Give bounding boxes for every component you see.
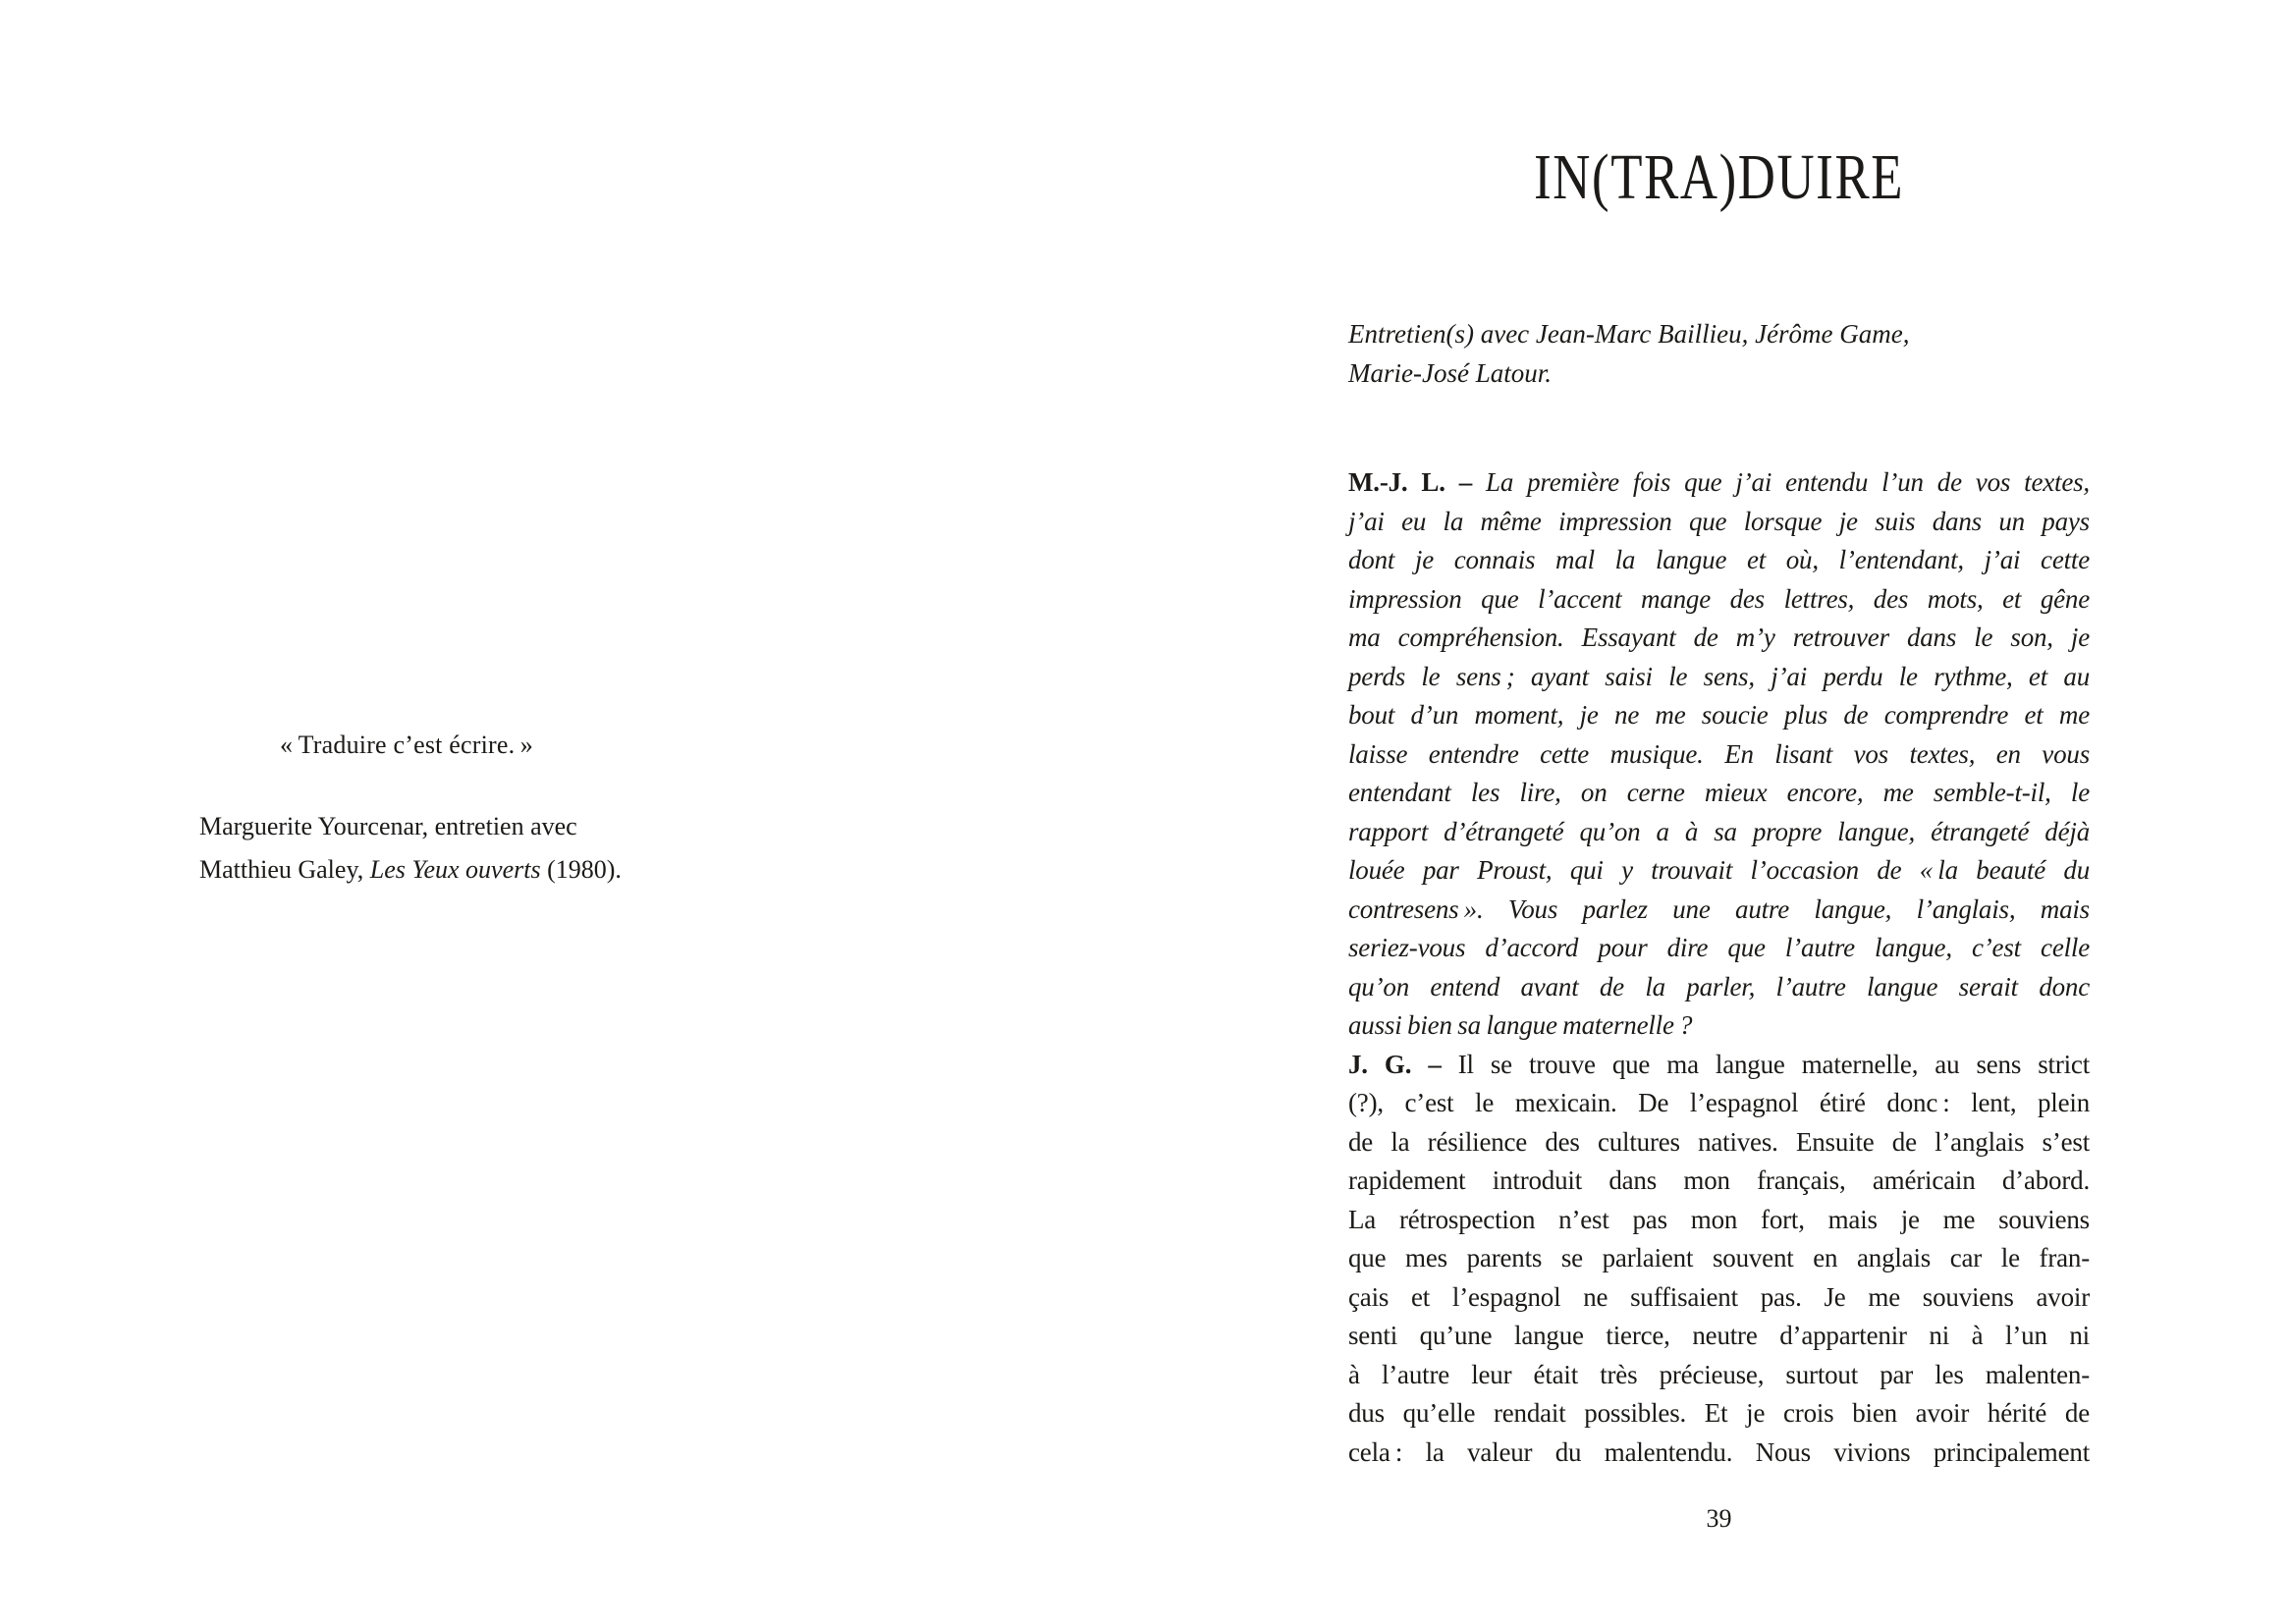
text-line: à l’autre leur était très précieuse, surtout par les malenten- xyxy=(1348,1359,2090,1389)
interview-subtitle xyxy=(1348,314,2090,393)
text-line: perds le sens ; ayant saisi le sens, j’ai perdu le rythme, et au xyxy=(1348,661,2090,691)
interview-body xyxy=(1348,463,2090,1472)
text-line: qu’on entend avant de la parler, l’autre langue serait donc xyxy=(1348,971,2090,1001)
chapter-title xyxy=(1348,141,2090,214)
text-line: Marie-José Latour. xyxy=(1348,358,1552,388)
text-line: entendant les lire, on cerne mieux encore, me semble-t-il, le xyxy=(1348,778,2090,807)
text-line: Marguerite Yourcenar, entretien avec xyxy=(199,812,577,840)
text-line: louée par Proust, qui y trouvait l’occasion de « la beauté du xyxy=(1348,855,2090,885)
text-line: Matthieu Galey, Les Yeux ouverts (1980). xyxy=(199,855,622,884)
epigraph-quote: « Traduire c’est écrire. » xyxy=(280,731,533,759)
text-line: rapidement introduit dans mon français, américain d’abord. xyxy=(1348,1165,2090,1195)
text-line: rapport d’étrangeté qu’on a à sa propre langue, étrangeté déjà xyxy=(1348,816,2090,846)
text-line: (?), c’est le mexicain. De l’espagnol étiré donc : lent, plein xyxy=(1348,1088,2090,1117)
text-line: M.-J. L. – La première fois que j’ai entendu l’un de vos textes, xyxy=(1348,467,2090,497)
text-line: bout d’un moment, je ne me soucie plus de comprendre et me xyxy=(1348,700,2090,730)
text-line: que mes parents se parlaient souvent en anglais car le fran- xyxy=(1348,1243,2090,1272)
text-line: Entretien(s) avec Jean-Marc Baillieu, Jérôme Game, xyxy=(1348,319,1910,349)
chapter-title-text: IN(TRA)DUIRE xyxy=(1534,141,1904,213)
text-line: impression que l’accent mange des lettres, des mots, et gêne xyxy=(1348,583,2090,614)
text-line: cela : la valeur du malentendu. Nous vivions principalement xyxy=(1348,1436,2090,1467)
text-line: seriez-vous d’accord pour dire que l’autre langue, c’est celle xyxy=(1348,933,2090,962)
text-line: senti qu’une langue tierce, neutre d’appartenir ni à l’un ni xyxy=(1348,1321,2090,1350)
page-number: 39 xyxy=(1706,1504,1732,1533)
text-line: J. G. – Il se trouve que ma langue maternelle, au sens strict xyxy=(1348,1049,2090,1079)
text-line: ma compréhension. Essayant de m’y retrouver dans le son, je xyxy=(1348,623,2090,652)
epigraph-attribution xyxy=(199,805,941,892)
text-line: dus qu’elle rendait possibles. Et je crois bien avoir hérité de xyxy=(1348,1398,2090,1428)
text-line: La rétrospection n’est pas mon fort, mais je me souviens xyxy=(1348,1204,2090,1234)
text-line: çais et l’espagnol ne suffisaient pas. Je me souviens avoir xyxy=(1348,1281,2090,1312)
text-line: contresens ». Vous parlez une autre langue, l’anglais, mais xyxy=(1348,893,2090,924)
text-line: dont je connais mal la langue et où, l’entendant, j’ai cette xyxy=(1348,545,2090,574)
text-line: de la résilience des cultures natives. Ensuite de l’anglais s’est xyxy=(1348,1126,2090,1157)
text-line: j’ai eu la même impression que lorsque je suis dans un pays xyxy=(1348,506,2090,536)
text-line: aussi bien sa langue maternelle ? xyxy=(1348,1010,1693,1040)
text-line: laisse entendre cette musique. En lisant vos textes, en vous xyxy=(1348,738,2090,769)
